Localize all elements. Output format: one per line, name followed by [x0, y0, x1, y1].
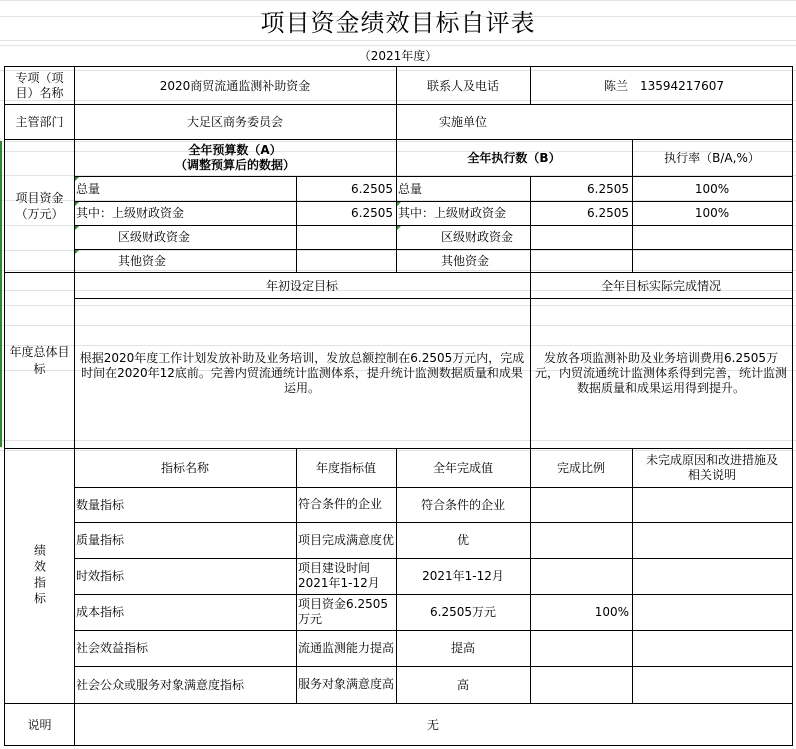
annual-set-header: 年初设定目标 — [265, 278, 338, 293]
perf-row-ratio — [530, 487, 632, 522]
perf-row-ratio — [530, 558, 632, 594]
perf-row-target: 符合条件的企业 — [298, 497, 383, 511]
perf-row-done: 提高 — [450, 641, 475, 655]
fund-marker — [75, 202, 79, 206]
fund-row-budget — [296, 249, 396, 272]
perf-row-ratio — [530, 666, 632, 703]
perf-label: 绩效指标 — [32, 544, 47, 608]
perf-row-note — [632, 666, 792, 703]
perf-row-name: 成本指标 — [76, 605, 125, 619]
fund-row-label: 其中：上级财政资金 — [76, 206, 185, 220]
fund-row-rate: 100% — [694, 206, 730, 220]
perf-header: 未完成原因和改进措施及相关说明 — [645, 453, 778, 482]
year-label: （2021年度） — [358, 49, 438, 63]
perf-row-name: 时效指标 — [76, 569, 125, 583]
budget-header — [74, 140, 396, 176]
perf-row-done: 优 — [456, 533, 469, 547]
fund-row-exec — [530, 225, 632, 249]
fund-row-label: 其他资金 — [118, 253, 167, 268]
perf-row-note — [632, 522, 792, 558]
fund-marker — [75, 177, 79, 181]
perf-row-target: 项目建设时间2021年1-12月 — [298, 561, 380, 590]
perf-row-ratio: 100% — [594, 605, 629, 619]
perf-row-target: 项目完成满意度优 — [298, 532, 395, 547]
perf-row-name: 质量指标 — [76, 533, 125, 547]
budget-header-line1: 全年预算数（A） — [188, 143, 282, 157]
annual-actual-header: 全年目标实际完成情况 — [600, 278, 721, 293]
fund-row-rate — [632, 249, 792, 272]
perf-header: 全年完成值 — [432, 460, 493, 475]
perf-row-ratio — [530, 522, 632, 558]
perf-row-done: 6.2505万元 — [430, 605, 496, 619]
perf-header: 完成比例 — [556, 460, 605, 475]
row-highlight-bar — [0, 141, 2, 447]
fund-marker — [397, 202, 401, 206]
perf-header: 年度指标值 — [315, 460, 376, 475]
perf-row-name: 数量指标 — [76, 497, 125, 512]
perf-row-note — [632, 630, 792, 666]
perf-header: 指标名称 — [160, 460, 209, 475]
perf-row-target: 流通监测能力提高 — [298, 640, 395, 655]
perf-row-done: 高 — [456, 677, 469, 692]
remark-value: 无 — [426, 717, 439, 732]
contact-value: 陈兰 13594217607 — [604, 78, 724, 93]
perf-row-note — [632, 558, 792, 594]
annual-actual-text: 发放各项监测补助及业务培训费用6.2505万元，内贸流通统计监测体系得到完善，统计监测数据质量和成果运用得到提升。 — [534, 350, 787, 395]
dept-label: 主管部门 — [15, 115, 64, 129]
fund-row-exec: 6.2505 — [587, 181, 629, 196]
perf-row-name: 社会效益指标 — [76, 641, 149, 655]
funds-label: 项目资金（万元） — [15, 191, 64, 221]
perf-row-name: 社会公众或服务对象满意度指标 — [76, 677, 245, 692]
project-name-value: 2020商贸流通监测补助资金 — [159, 78, 311, 93]
fund-row-rate — [632, 225, 792, 249]
rate-header: 执行率（B/A,%） — [664, 151, 760, 165]
perf-row-ratio — [530, 630, 632, 666]
perf-row-done: 2021年1-12月 — [422, 569, 504, 583]
fund-row-exec-label: 总量 — [398, 181, 423, 196]
contact-label: 联系人及电话 — [426, 78, 499, 93]
perf-row-note — [632, 487, 792, 522]
dept-value: 大足区商务委员会 — [186, 115, 283, 129]
fund-row-exec: 6.2505 — [587, 206, 629, 220]
fund-row-label: 总量 — [76, 181, 101, 196]
fund-row-exec — [530, 249, 632, 272]
fund-row-budget: 6.2505 — [351, 181, 393, 196]
project-name-label: 专项（项目）名称 — [15, 70, 64, 100]
page-title: 项目资金绩效目标自评表 — [260, 9, 536, 37]
perf-row-note — [632, 594, 792, 630]
impl-label: 实施单位 — [438, 115, 487, 129]
annual-goal-label: 年度总体目标 — [9, 344, 70, 376]
fund-row-budget: 6.2505 — [351, 206, 393, 220]
impl-value — [530, 105, 792, 139]
budget-header-line2: （调整预算后的数据） — [174, 158, 295, 172]
fund-row-budget — [296, 225, 396, 249]
fund-row-rate: 100% — [694, 181, 730, 196]
fund-row-exec-label: 其中：上级财政资金 — [398, 206, 507, 220]
annual-set-text: 根据2020年度工作计划发放补助及业务培训，发放总额控制在6.2505万元内，完成时间在2020年12底前。完善内贸流通统计监测体系，提升统计监测数据质量和成果运用。 — [79, 350, 525, 395]
fund-row-exec-label: 区级财政资金 — [441, 230, 514, 244]
remark-label: 说明 — [27, 717, 52, 732]
perf-row-target: 服务对象满意度高 — [298, 677, 395, 691]
fund-row-label: 区级财政资金 — [118, 230, 191, 244]
perf-row-target: 项目资金6.2505万元 — [298, 597, 388, 626]
fund-row-exec-label: 其他资金 — [441, 253, 490, 268]
exec-header: 全年执行数（B） — [467, 151, 561, 165]
perf-row-done: 符合条件的企业 — [420, 497, 505, 512]
fund-marker — [75, 226, 79, 230]
fund-marker — [397, 226, 401, 230]
fund-marker — [75, 250, 79, 254]
